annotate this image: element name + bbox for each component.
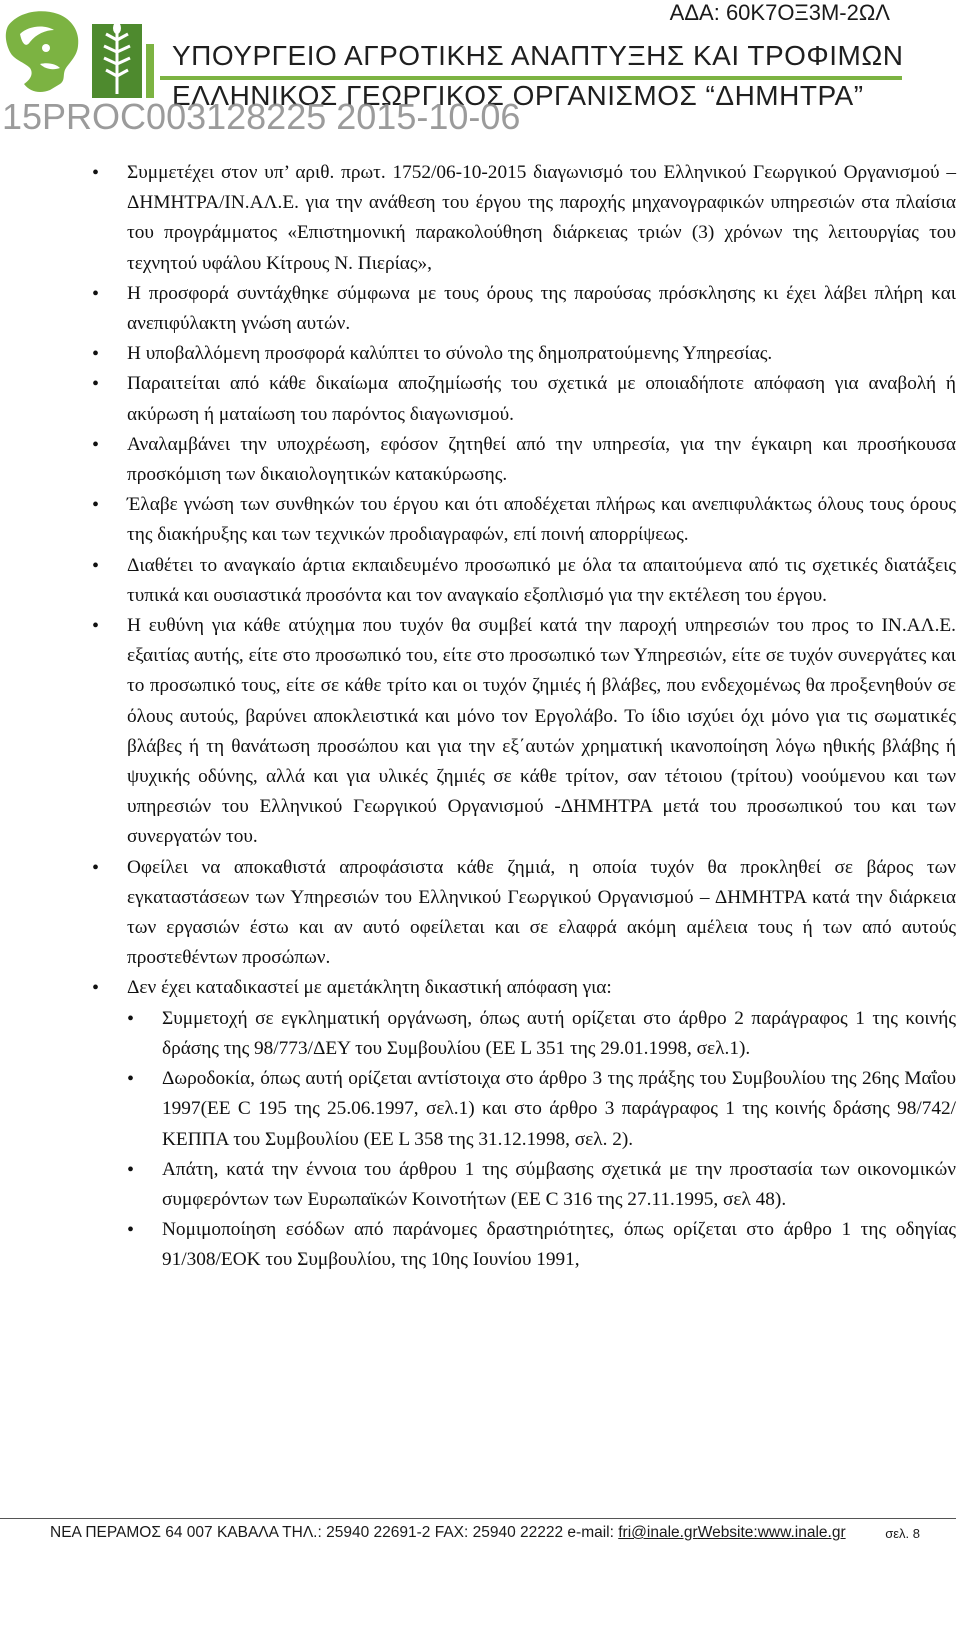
list-item: • Διαθέτει το αναγκαίο άρτια εκπαιδευμένο προσωπικό με όλα τα απαιτούμενα από τις σχετικές διατάξεις τυπικά και ουσιαστικά προσόντα και τον αναγκαίο εξοπλισμό για την εκτέλεση του έργου.	[92, 551, 956, 611]
ministry-name: ΥΠΟΥΡΓΕΙΟ ΑΓΡΟΤΙΚΗΣ ΑΝΑΠΤΥΞΗΣ ΚΑΙ ΤΡΟΦΙΜΩΝ	[172, 40, 904, 71]
list-item: • Οφείλει να αποκαθιστά απροφάσιστα κάθε ζημιά, η οποία τυχόν θα προκληθεί σε βάρος των εγκαταστάσεων των Υπηρεσιών του Ελληνικού Γεωργικού Οργανισμού – ΔΗΜΗΤΡΑ κατά την διάρκεια των εργασιών έστω και αν αυτό οφείλεται και σε ελαφρά ακόμη αμέλεια τους ή των από αυτούς προστεθέντων προσώπων.	[92, 853, 956, 974]
list-item: • Αναλαμβάνει την υποχρέωση, εφόσον ζητηθεί από την υπηρεσία, για την έγκαιρη και προσήκουσα προσκόμιση των δικαιολογητικών κατακύρωσης.	[92, 430, 956, 490]
conviction-sublist	[92, 1004, 956, 1276]
declaration-list	[92, 158, 956, 1004]
list-item: • Παραιτείται από κάθε δικαίωμα αποζημίωσής του σχετικά με οποιαδήποτε απόφαση για αναβολή ή ακύρωση ή ματαίωση του παρόντος διαγωνισμού.	[92, 369, 956, 429]
list-item: • Η προσφορά συντάχθηκε σύμφωνα με τους όρους της παρούσας πρόσκλησης κι έχει λάβει πλήρη και ανεπιφύλακτη γνώση αυτών.	[92, 279, 956, 339]
list-item: • Συμμετέχει στον υπ’ αριθ. πρωτ. 1752/06-10-2015 διαγωνισμό του Ελληνικού Γεωργικού Οργανισμού – ΔΗΜΗΤΡΑ/ΙΝ.ΑΛ.Ε. για την ανάθεση του έργου της παροχής μηχανογραφικών υπηρεσιών στα πλαίσια του προγράμματος «Επιστημονική παρακολούθηση διάρκειας τριών (3) χρόνων της λειτουργίας του τεχνητού υφάλου Κίτρους Ν. Πιερίας»,	[92, 158, 956, 279]
sub-list-item: • Δωροδοκία, όπως αυτή ορίζεται αντίστοιχα στο άρθρο 3 της πράξης του Συμβουλίου της 26ης Μαΐου 1997(ΕΕ C 195 της 25.06.1997, σελ.1) και στο άρθρο 3 παράγραφος 1 της κοινής δράσης 98/742/ΚΕΠΠΑ του Συμβουλίου (ΕΕ L 358 της 31.12.1998, σελ. 2).	[127, 1064, 956, 1155]
sub-list-item: • Νομιμοποίηση εσόδων από παράνομες δραστηριότητες, όπως ορίζεται στο άρθρο 1 της οδηγίας 91/308/ΕΟΚ του Συμβουλίου, της 10ης Ιουνίου 1991,	[127, 1215, 956, 1275]
document-header	[0, 0, 960, 140]
list-item: • Η ευθύνη για κάθε ατύχημα που τυχόν θα συμβεί κατά την παροχή υπηρεσιών του προς το ΙΝ.ΑΛ.Ε. εξαιτίας αυτής, είτε στο προσωπικό του, είτε στο προσωπικό των Υπηρεσιών, είτε σε τυχόν συνεργάτες και το προσωπικό τους, είτε σε κάθε τρίτο και οι τυχόν ζημιές ή βλάβες, που ενδεχομένως θα προξενηθούν σε όλους αυτούς, βαρύνει αποκλειστικά και μόνο τον Εργολάβο. Το ίδιο ισχύει όχι μόνο για τις σωματικές βλάβες ή τη θανάτωση προσώπου και για την εξ΄αυτών χρηματική ικανοποίηση λόγω ηθικής βλάβης ή ψυχικής οδύνης, αλλά και για υλικές ζημιές σε κάθε τρίτον, σαν τέτοιου (τρίτου) νοούμενου και των υπηρεσιών του Ελληνικού Γεωργικού Οργανισμού -ΔΗΜΗΤΡΑ μετά του προσωπικού του και των συνεργατών του.	[92, 611, 956, 853]
organization-name: ΕΛΛΗΝΙΚΟΣ ΓΕΩΡΓΙΚΟΣ ΟΡΓΑΝΙΣΜΟΣ “ΔΗΜΗΤΡΑ”	[172, 80, 864, 111]
sub-list-item: • Απάτη, κατά την έννοια του άρθρου 1 της σύμβασης σχετικά με την προστασία των οικονομικών συμφερόντων των Ευρωπαϊκών Κοινοτήτων (ΕΕ C 316 της 27.11.1995, σελ 48).	[127, 1155, 956, 1215]
list-item: • Δεν έχει καταδικαστεί με αμετάκλητη δικαστική απόφαση για:	[92, 973, 956, 1003]
sub-list-item: • Συμμετοχή σε εγκληματική οργάνωση, όπως αυτή ορίζεται στο άρθρο 2 παράγραφος 1 της κοινής δράσης της 98/773/ΔΕΥ του Συμβουλίου (ΕΕ L 351 της 29.01.1998, σελ.1).	[127, 1004, 956, 1064]
page-number: σελ. 8	[885, 1526, 920, 1541]
footer-contact	[50, 1524, 846, 1542]
website-link[interactable]: Website:www.inale.gr	[697, 1524, 846, 1541]
document-body	[92, 158, 956, 1276]
protocol-stamp: 15PROC003128225 2015-10-06	[2, 96, 521, 137]
ada-code: ΑΔΑ: 60Κ7ΟΞ3Μ-2ΩΛ	[669, 0, 890, 25]
list-item: • Έλαβε γνώση των συνθηκών του έργου και ότι αποδέχεται πλήρως και ανεπιφυλάκτως όλους τους όρους της διακήρυξης και των τεχνικών προδιαγραφών, επί ποινή απορρίψεως.	[92, 490, 956, 550]
footer-divider	[0, 1518, 956, 1519]
list-item: • Η υποβαλλόμενη προσφορά καλύπτει το σύνολο της δημοπρατούμενης Υπηρεσίας.	[92, 339, 956, 369]
demeter-head-wheat-logo	[0, 4, 170, 108]
email-link[interactable]: fri@inale.gr	[618, 1524, 698, 1541]
footer-address: ΝΕΑ ΠΕΡΑΜΟΣ 64 007 ΚΑΒΑΛΑ ΤΗΛ.: 25940 22691-2 FAX: 25940 22222 e-mail:	[50, 1524, 619, 1541]
